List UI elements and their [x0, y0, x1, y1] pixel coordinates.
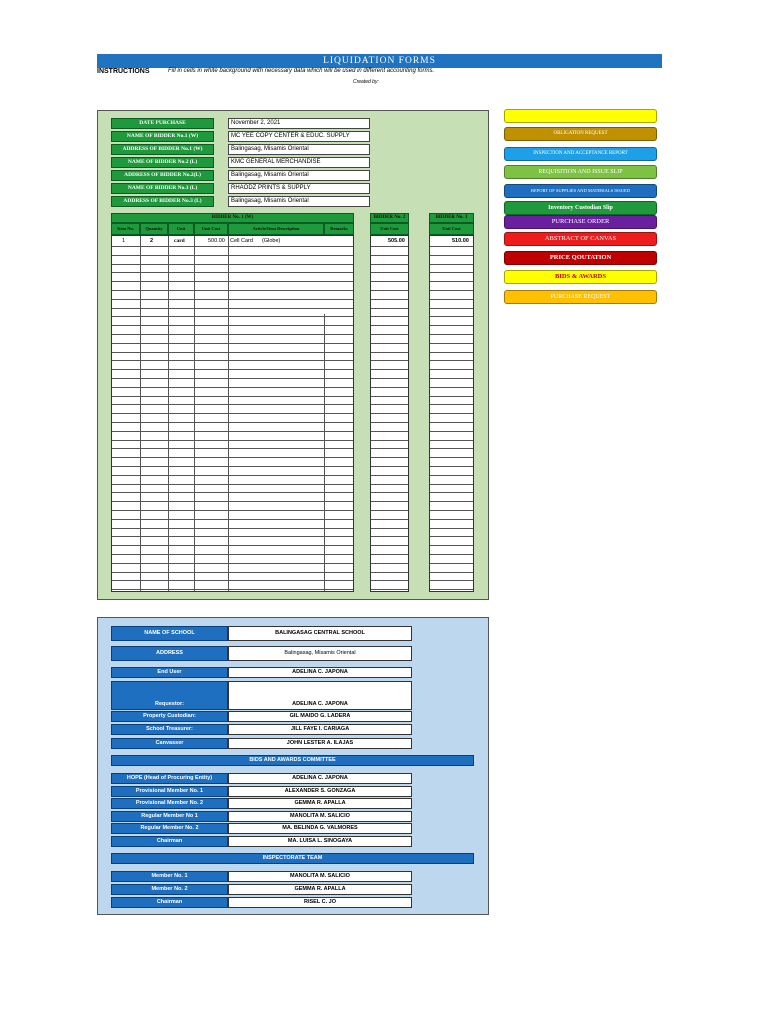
grid-row-line	[371, 281, 408, 282]
property-custodian-label: Property Custodian:	[111, 711, 228, 722]
provisional-member1-field[interactable]: ALEXANDER S. GONZAGA	[228, 786, 412, 797]
grid-row-line	[430, 484, 473, 485]
grid-row-line	[371, 536, 408, 537]
grid-row-line	[371, 325, 408, 326]
grid-row-line	[430, 413, 473, 414]
grid-row-line	[112, 563, 353, 564]
grid-row-line	[112, 466, 353, 467]
grid-row-line	[112, 387, 353, 388]
bidder1-items-grid[interactable]	[111, 235, 354, 592]
school-info-panel	[97, 617, 489, 915]
provisional-member2-label: Provisional Member No. 2	[111, 798, 228, 809]
grid-row-line	[371, 422, 408, 423]
grid-row-line	[430, 492, 473, 493]
school-name-label: NAME OF SCHOOL	[111, 626, 228, 641]
grid-row-line	[371, 308, 408, 309]
bidder3-items-grid[interactable]	[429, 235, 474, 592]
instructions-text: Fill in cells in white background with necessary data which will be used in different accounting forms.	[168, 68, 435, 74]
canvasser-field[interactable]: JOHN LESTER A. ILAJAS	[228, 738, 412, 749]
grid-row-line	[430, 264, 473, 265]
school-address-field[interactable]: Balingasag, Misamis Oriental	[228, 646, 412, 661]
grid-row-line	[112, 545, 353, 546]
page-title: LIQUIDATION FORMS	[97, 54, 662, 68]
bidder1-name-field[interactable]: MC YEE COPY CENTER & EDUC. SUPPLY	[228, 131, 370, 142]
hope-field[interactable]: ADELINA C. JAPONA	[228, 773, 412, 784]
grid-row-line	[371, 343, 408, 344]
grid-row-line	[430, 422, 473, 423]
regular-member2-field[interactable]: MA. BELINDA G. VALMORES	[228, 823, 412, 834]
row1-quantity[interactable]: 2	[150, 238, 154, 244]
grid-row-line	[112, 589, 353, 590]
bac-section-title: BIDS AND AWARDS COMMITTEE	[111, 755, 474, 766]
grid-row-line	[112, 536, 353, 537]
created-by-label: Created by:	[353, 79, 379, 85]
grid-row-line	[112, 501, 353, 502]
regular-member2-label: Regular Member No. 2	[111, 823, 228, 834]
grid-row-line	[112, 255, 353, 256]
hope-label: HOPE (Head of Procuring Entity)	[111, 773, 228, 784]
grid-row-line	[430, 475, 473, 476]
grid-row-line	[371, 431, 408, 432]
grid-row-line	[430, 387, 473, 388]
end-user-label: End User	[111, 667, 228, 678]
grid-row-line	[371, 457, 408, 458]
grid-row-line	[112, 457, 353, 458]
grid-row-line	[112, 475, 353, 476]
grid-row-line	[112, 369, 353, 370]
bidder-info-panel	[97, 110, 489, 600]
grid-row-line	[371, 466, 408, 467]
grid-row-line	[371, 369, 408, 370]
date-purchase-field[interactable]: November 2, 2021	[228, 118, 370, 129]
grid-row-line	[112, 299, 353, 300]
nav-blank-yellow-button[interactable]	[504, 109, 657, 123]
inspect-member1-label: Member No. 1	[111, 871, 228, 882]
col-unit-cost: Unit Cost	[194, 223, 228, 235]
grid-row-line	[430, 572, 473, 573]
grid-row-line	[371, 519, 408, 520]
bac-chairman-field[interactable]: MA. LUISA L. SINOGAYA	[228, 836, 412, 847]
instructions-label: INSTRUCTIONS	[97, 68, 150, 75]
grid-row-line	[430, 580, 473, 581]
grid-row-line	[112, 360, 353, 361]
col-quantity: Quantity	[140, 223, 168, 235]
requestor-field[interactable]: ADELINA C. JAPONA	[228, 681, 412, 710]
grid-row-line	[112, 440, 353, 441]
grid-row-line	[430, 554, 473, 555]
date-purchase-label: DATE PURCHASE	[111, 118, 214, 129]
provisional-member2-field[interactable]: GEMMA R. APALLA	[228, 798, 412, 809]
grid-row-line	[112, 422, 353, 423]
nav-inspection-acceptance-button[interactable]: INSPECTION AND ACCEPTANCE REPORT	[504, 147, 657, 161]
grid-row-line	[430, 431, 473, 432]
nav-supplies-report-button[interactable]: REPORT OF SUPPLIES AND MATERIALS ISSUED	[504, 184, 657, 198]
grid-row-line	[430, 501, 473, 502]
row1-unit[interactable]: card	[174, 238, 185, 244]
grid-row-line	[371, 255, 408, 256]
grid-row-line	[371, 272, 408, 273]
grid-row-line	[112, 580, 353, 581]
canvasser-label: Canvasser	[111, 738, 228, 749]
bidder2-address-field[interactable]: Balingasag, Misamis Oriental	[228, 170, 370, 181]
grid-row-line	[371, 484, 408, 485]
nav-price-quotation-button[interactable]: PRICE QOUTATION	[504, 251, 657, 265]
provisional-member1-label: Provisional Member No. 1	[111, 786, 228, 797]
grid-row-line	[430, 272, 473, 273]
grid-row-line	[371, 580, 408, 581]
nav-purchase-order-button[interactable]: PURCHASE ORDER	[504, 215, 657, 229]
bidder1-name-label: NAME OF BIDDER No.1 (W)	[111, 131, 214, 142]
grid-row-line	[112, 528, 353, 529]
grid-row-line	[371, 290, 408, 291]
grid-row-line	[430, 255, 473, 256]
grid-row-line	[112, 325, 353, 326]
requestor-label: Requestor:	[111, 681, 228, 710]
bidder1-header: BIDDER No. 1 (W)	[111, 213, 354, 223]
grid-row-line	[112, 448, 353, 449]
col-item-no: Item No.	[111, 223, 140, 235]
grid-row-line	[430, 510, 473, 511]
grid-row-line	[112, 396, 353, 397]
grid-row-line	[371, 475, 408, 476]
grid-row-line	[371, 440, 408, 441]
grid-row-line	[112, 316, 353, 317]
row1-bidder3-cost[interactable]: 510.00	[452, 238, 469, 244]
grid-row-line	[112, 492, 353, 493]
grid-row-line	[112, 272, 353, 273]
grid-row-line	[112, 404, 353, 405]
grid-row-line	[430, 352, 473, 353]
bidder2-name-field[interactable]: KMC GENERAL MERCHANDISE	[228, 157, 370, 168]
nav-abstract-of-canvas-button[interactable]: ABSTRACT OF CANVAS	[504, 232, 657, 246]
grid-row-line	[430, 404, 473, 405]
inspect-chairman-field[interactable]: RISEL C. JO	[228, 897, 412, 908]
grid-row-line	[371, 396, 408, 397]
grid-row-line	[430, 316, 473, 317]
property-custodian-field[interactable]: GIL MAIDO G. LADERA	[228, 711, 412, 722]
regular-member1-field[interactable]: MANOLITA M. SALICIO	[228, 811, 412, 822]
grid-row-line	[371, 299, 408, 300]
grid-row-line	[430, 343, 473, 344]
inspect-member2-label: Member No. 2	[111, 884, 228, 895]
regular-member1-label: Regular Member No 1	[111, 811, 228, 822]
grid-row-line	[430, 334, 473, 335]
bidder2-items-grid[interactable]	[370, 235, 409, 592]
grid-row-line	[371, 545, 408, 546]
grid-row-line	[430, 563, 473, 564]
nav-purchase-request-button[interactable]: PURCHASE REQUEST	[504, 290, 657, 304]
grid-row-line	[430, 308, 473, 309]
grid-row-line	[430, 536, 473, 537]
grid-row-line	[430, 466, 473, 467]
grid-row-line	[371, 501, 408, 502]
grid-row-line	[371, 387, 408, 388]
grid-row-line	[112, 334, 353, 335]
grid-row-line	[371, 510, 408, 511]
bidder3-name-label: NAME OF BIDDER No.3 (L)	[111, 183, 214, 194]
school-address-label: ADDRESS	[111, 646, 228, 661]
grid-row-line	[371, 413, 408, 414]
grid-row-line	[430, 369, 473, 370]
grid-row-line	[371, 589, 408, 590]
grid-row-line	[112, 290, 353, 291]
bac-chairman-label: Chairman	[111, 836, 228, 847]
bidder3-address-label: ADDRESS OF BIDDER No.3 (L)	[111, 196, 214, 207]
grid-row-line	[371, 448, 408, 449]
grid-row-line	[112, 413, 353, 414]
grid-row-line	[112, 281, 353, 282]
nav-requisition-issue-slip-button[interactable]: REQUISITION AND ISSUE SLIP	[504, 165, 657, 179]
col-unit: Unit	[168, 223, 194, 235]
grid-row-line	[112, 519, 353, 520]
grid-row-line	[371, 404, 408, 405]
grid-row-line	[371, 528, 408, 529]
grid-row-line	[430, 545, 473, 546]
col-bidder3-unit-cost: Unit Cost	[429, 223, 474, 235]
inspectorate-section-title: INSPECTORATE TEAM	[111, 853, 474, 864]
grid-row-line	[371, 360, 408, 361]
grid-row-line	[112, 308, 353, 309]
row1-description[interactable]: Cell Card	[230, 238, 253, 244]
grid-row-line	[430, 519, 473, 520]
bidder1-address-field[interactable]: Balingasag, Misamis Oriental	[228, 144, 370, 155]
grid-row-line	[371, 316, 408, 317]
grid-row-line	[112, 510, 353, 511]
grid-row-line	[112, 484, 353, 485]
school-treasurer-field[interactable]: JILL FAYE I. CARIAGA	[228, 724, 412, 735]
row1-unit-cost[interactable]: 500.00	[208, 238, 225, 244]
grid-row-line	[112, 246, 353, 247]
grid-row-line	[430, 448, 473, 449]
bidder3-header: BIDDER No. 3	[429, 213, 474, 223]
nav-bids-awards-button[interactable]: BIDS & AWARDS	[504, 270, 657, 284]
grid-row-line	[430, 281, 473, 282]
bidder3-name-field[interactable]: RHAODZ PRINTS & SUPPLY	[228, 183, 370, 194]
grid-row-line	[371, 492, 408, 493]
grid-row-line	[430, 528, 473, 529]
col-description: Article/Item Description	[228, 223, 324, 235]
nav-inventory-custodian-slip-button[interactable]: Inventory Custodian Slip	[504, 201, 657, 215]
grid-row-line	[112, 264, 353, 265]
grid-row-line	[371, 352, 408, 353]
grid-row-line	[430, 589, 473, 590]
grid-row-line	[430, 246, 473, 247]
bidder1-address-label: ADDRESS OF BIDDER No.1 (W)	[111, 144, 214, 155]
grid-row-line	[430, 299, 473, 300]
col-bidder2-unit-cost: Unit Cost	[370, 223, 409, 235]
grid-row-line	[112, 343, 353, 344]
grid-row-line	[430, 396, 473, 397]
row1-item-no[interactable]: 1	[122, 238, 126, 244]
grid-row-line	[371, 246, 408, 247]
nav-obligation-request-button[interactable]: OBLIGATION REQUEST	[504, 127, 657, 141]
row1-description-note[interactable]: (Globe)	[262, 238, 281, 244]
col-remarks: Remarks	[324, 223, 354, 235]
grid-row-line	[430, 360, 473, 361]
grid-row-line	[112, 572, 353, 573]
grid-row-line	[430, 457, 473, 458]
grid-row-line	[112, 554, 353, 555]
grid-row-line	[371, 334, 408, 335]
grid-row-line	[430, 440, 473, 441]
grid-row-line	[112, 378, 353, 379]
school-name-field[interactable]: BALINGASAG CENTRAL SCHOOL	[228, 626, 412, 641]
grid-row-line	[371, 554, 408, 555]
grid-row-line	[371, 378, 408, 379]
bidder3-address-field[interactable]: Balingasag, Misamis Oriental	[228, 196, 370, 207]
inspect-chairman-label: Chairman	[111, 897, 228, 908]
grid-row-line	[112, 431, 353, 432]
grid-row-line	[112, 352, 353, 353]
grid-row-line	[430, 325, 473, 326]
end-user-field[interactable]: ADELINA C. JAPONA	[228, 667, 412, 678]
bidder2-address-label: ADDRESS OF BIDDER No.2(L)	[111, 170, 214, 181]
grid-row-line	[371, 264, 408, 265]
grid-row-line	[371, 563, 408, 564]
grid-row-line	[430, 378, 473, 379]
school-treasurer-label: School Treasurer:	[111, 724, 228, 735]
grid-row-line	[430, 290, 473, 291]
grid-row-line	[371, 572, 408, 573]
bidder2-name-label: NAME OF BIDDER No.2 (L)	[111, 157, 214, 168]
row1-bidder2-cost[interactable]: 505.00	[388, 238, 405, 244]
bidder2-header: BIDDER No. 2	[370, 213, 409, 223]
inspect-member2-field[interactable]: GEMMA R. APALLA	[228, 884, 412, 895]
inspect-member1-field[interactable]: MANOLITA M. SALICIO	[228, 871, 412, 882]
